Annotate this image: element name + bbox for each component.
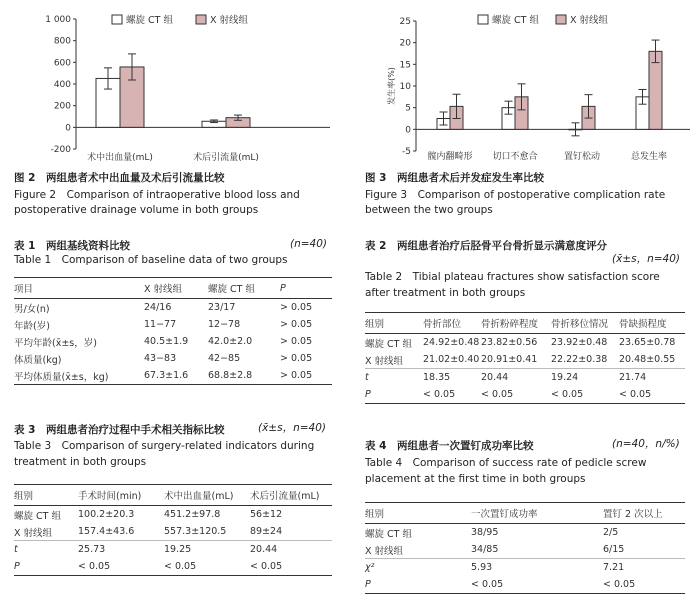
table-cell: 6/15 xyxy=(603,544,625,555)
table-row xyxy=(365,524,685,542)
table-1-note: (n=40) xyxy=(290,238,328,250)
table-3 xyxy=(14,484,332,576)
table-cell: 11−77 xyxy=(144,319,177,330)
table-cell: χ² xyxy=(365,559,471,577)
y-tick-label: 600 xyxy=(53,58,71,69)
table-4-title-cn: 表 4 两组患者一次置钉成功率比较 xyxy=(365,440,534,452)
table-4-title-en-line2: placement at the first time in both groups xyxy=(365,473,586,485)
table-4 xyxy=(365,502,685,594)
table-cell: 21.74 xyxy=(619,369,685,387)
figure-3-caption-en-line1: Figure 3 Comparison of postoperative complication rate xyxy=(365,189,666,201)
table-cell: > 0.05 xyxy=(280,353,313,364)
legend-label: 螺旋 CT 组 xyxy=(126,15,173,26)
legend-swatch xyxy=(478,15,488,24)
category-label: 切口不愈合 xyxy=(492,152,538,162)
table-row xyxy=(14,316,332,333)
table-1-title-cn: 表 1 两组基线资料比较 xyxy=(14,240,130,252)
table-2-header-comminution: 骨折粉碎程度 xyxy=(481,313,551,334)
y-tick-label: 20 xyxy=(399,38,411,49)
table-2-note: (x̄±s，n=40) xyxy=(612,253,680,265)
table-cell: 螺旋 CT 组 xyxy=(365,334,423,352)
table-3-title-en-line2: treatment in both groups xyxy=(14,456,147,468)
y-tick-label: 0 xyxy=(405,125,411,136)
table-cell: 100.2±20.3 xyxy=(78,506,164,524)
table-row xyxy=(14,333,332,350)
figure-3-chart xyxy=(350,0,697,170)
table-cell: 68.8±2.8 xyxy=(208,367,280,385)
y-tick-label: 15 xyxy=(399,60,411,71)
legend-swatch xyxy=(196,15,206,24)
table-cell: 24.92±0.48 xyxy=(423,334,481,352)
table-4-header-group: 组别 xyxy=(365,503,471,524)
table-row xyxy=(14,506,332,524)
table-cell: 20.44 xyxy=(250,541,332,559)
table-row xyxy=(365,559,685,577)
table-cell: 20.91±0.41 xyxy=(481,354,538,365)
table-cell: > 0.05 xyxy=(280,299,332,317)
table-row xyxy=(365,351,685,369)
table-cell: 157.4±43.6 xyxy=(78,526,135,537)
table-cell: X 射线组 xyxy=(365,355,404,367)
table-1 xyxy=(14,277,332,385)
y-tick-label: 200 xyxy=(53,101,71,112)
table-1-title-en: Table 1 Comparison of baseline data of two groups xyxy=(14,254,288,266)
table-row xyxy=(365,369,685,387)
table-4-title-en-line1: Table 4 Comparison of success rate of pedicle screw xyxy=(365,457,647,469)
table-cell: 38/95 xyxy=(471,524,603,542)
y-tick-label: 800 xyxy=(53,36,71,47)
table-cell: < 0.05 xyxy=(164,558,250,576)
table-cell: > 0.05 xyxy=(280,336,313,347)
table-cell: < 0.05 xyxy=(551,386,619,404)
table-2-header-displacement: 骨折移位情况 xyxy=(551,313,619,334)
table-cell: 男/女(n) xyxy=(14,299,144,317)
table-cell: 23.82±0.56 xyxy=(481,334,551,352)
table-cell: 20.44 xyxy=(481,369,551,387)
table-row xyxy=(365,334,685,352)
table-row xyxy=(365,576,685,594)
table-cell: 21.02±0.40 xyxy=(423,354,480,365)
y-tick-label: 5 xyxy=(405,103,411,114)
table-cell: 19.25 xyxy=(164,541,250,559)
table-4-header-twice: 置钉 2 次以上 xyxy=(603,503,685,524)
category-label: 术后引流量(mL) xyxy=(193,153,259,163)
table-cell: X 射线组 xyxy=(365,545,404,557)
table-2-title-en-line2: after treatment in both groups xyxy=(365,287,526,299)
table-cell: 平均年龄(x̄±s，岁) xyxy=(14,337,97,349)
table-cell: > 0.05 xyxy=(280,319,313,330)
table-row xyxy=(14,299,332,317)
y-tick-label: 25 xyxy=(399,17,411,27)
table-1-header-item: 项目 xyxy=(14,278,144,299)
y-tick-label: 1 000 xyxy=(45,15,71,25)
table-cell: 7.21 xyxy=(603,559,685,577)
figure-2-chart xyxy=(0,0,345,170)
table-2-title-en-line1: Table 2 Tibial plateau fractures show satisfaction score xyxy=(365,271,660,283)
legend-swatch xyxy=(112,15,122,24)
table-cell: 43−83 xyxy=(144,353,177,364)
table-2-header-defect: 骨缺损程度 xyxy=(619,313,685,334)
table-row xyxy=(14,523,332,541)
table-cell: 23/17 xyxy=(208,299,280,317)
table-cell: 24/16 xyxy=(144,299,208,317)
y-tick-label: 400 xyxy=(53,80,71,90)
table-cell: 平均体质量(x̄±s，kg) xyxy=(14,367,144,385)
figure-2-caption-cn: 图 2 两组患者术中出血量及术后引流量比较 xyxy=(14,172,225,184)
table-cell: 19.24 xyxy=(551,369,619,387)
table-4-note: (n=40，n/%) xyxy=(612,438,680,450)
table-3-header-blood: 术中出血量(mL) xyxy=(164,485,250,506)
legend-label: X 射线组 xyxy=(210,15,249,26)
table-cell: 20.48±0.55 xyxy=(619,354,676,365)
table-4-header-success: 一次置钉成功率 xyxy=(471,503,603,524)
figure-3-caption-en-line2: between the two groups xyxy=(365,204,493,216)
table-cell: < 0.05 xyxy=(250,558,332,576)
table-cell: < 0.05 xyxy=(78,558,164,576)
table-cell: 42−85 xyxy=(208,353,241,364)
legend-label: 螺旋 CT 组 xyxy=(492,15,539,26)
table-cell: P xyxy=(14,558,78,576)
table-cell: < 0.05 xyxy=(481,386,551,404)
table-cell: 67.3±1.6 xyxy=(144,367,208,385)
table-3-note: (x̄±s，n=40) xyxy=(258,422,326,434)
table-cell: 23.65±0.78 xyxy=(619,334,685,352)
category-label: 髋内翻畸形 xyxy=(427,152,473,162)
table-cell: 年龄(岁) xyxy=(14,320,50,332)
table-cell: t xyxy=(14,541,78,559)
legend-swatch xyxy=(556,15,566,24)
table-cell: P xyxy=(365,386,423,404)
table-row xyxy=(14,541,332,559)
table-row xyxy=(365,541,685,559)
y-tick-label: -5 xyxy=(402,147,411,157)
legend-label: X 射线组 xyxy=(570,15,609,26)
category-label: 总发生率 xyxy=(630,152,668,162)
table-row xyxy=(14,558,332,576)
figure-2-caption-en-line1: Figure 2 Comparison of intraoperative blood loss and xyxy=(14,189,300,201)
table-cell: < 0.05 xyxy=(471,576,603,594)
table-cell: < 0.05 xyxy=(603,576,685,594)
table-1-header-ct: 螺旋 CT 组 xyxy=(208,278,280,299)
table-1-header-xray: X 射线组 xyxy=(144,278,208,299)
figure-2-caption-en-line2: postoperative drainage volume in both groups xyxy=(14,204,259,216)
table-cell: < 0.05 xyxy=(619,386,685,404)
table-cell: 25.73 xyxy=(78,541,164,559)
table-cell: 34/85 xyxy=(471,544,499,555)
y-tick-label: -200 xyxy=(50,145,71,155)
y-axis-label: 发生率(%) xyxy=(387,67,396,105)
table-cell: t xyxy=(365,369,423,387)
table-row xyxy=(14,350,332,367)
table-cell: 557.3±120.5 xyxy=(164,526,227,537)
table-2-header-site: 骨折部位 xyxy=(423,313,481,334)
table-3-title-en-line1: Table 3 Comparison of surgery-related indicators during xyxy=(14,440,315,452)
table-cell: > 0.05 xyxy=(280,367,332,385)
table-cell: 体质量(kg) xyxy=(14,354,62,366)
table-3-header-drain: 术后引流量(mL) xyxy=(250,485,332,506)
table-cell: 2/5 xyxy=(603,524,685,542)
table-cell: 40.5±1.9 xyxy=(144,336,189,347)
y-tick-label: 10 xyxy=(399,82,411,92)
table-cell: 18.35 xyxy=(423,369,481,387)
table-3-title-cn: 表 3 两组患者治疗过程中手术相关指标比较 xyxy=(14,424,225,436)
table-3-header-time: 手术时间(min) xyxy=(78,485,164,506)
table-cell: 23.92±0.48 xyxy=(551,334,619,352)
table-cell: 89±24 xyxy=(250,526,283,537)
table-2-title-cn: 表 2 两组患者治疗后胫骨平台骨折显示满意度评分 xyxy=(365,240,607,252)
table-cell: 12−78 xyxy=(208,319,241,330)
table-cell: 56±12 xyxy=(250,506,332,524)
table-cell: 螺旋 CT 组 xyxy=(365,524,471,542)
category-label: 置钉松动 xyxy=(563,152,601,162)
table-cell: 螺旋 CT 组 xyxy=(14,506,78,524)
category-label: 术中出血量(mL) xyxy=(87,153,153,163)
table-3-header-group: 组别 xyxy=(14,485,78,506)
table-cell: P xyxy=(365,576,471,594)
table-cell: 22.22±0.38 xyxy=(551,354,608,365)
table-cell: 42.0±2.0 xyxy=(208,336,253,347)
y-tick-label: 0 xyxy=(65,123,71,134)
table-cell: < 0.05 xyxy=(423,386,481,404)
table-1-header-p: P xyxy=(280,278,332,299)
table-2 xyxy=(365,312,685,404)
table-2-header-group: 组别 xyxy=(365,313,423,334)
table-row xyxy=(14,367,332,385)
table-cell: 451.2±97.8 xyxy=(164,506,250,524)
table-cell: 5.93 xyxy=(471,559,603,577)
table-cell: X 射线组 xyxy=(14,527,53,539)
figure-3-caption-cn: 图 3 两组患者术后并发症发生率比较 xyxy=(365,172,544,184)
table-row xyxy=(365,386,685,404)
